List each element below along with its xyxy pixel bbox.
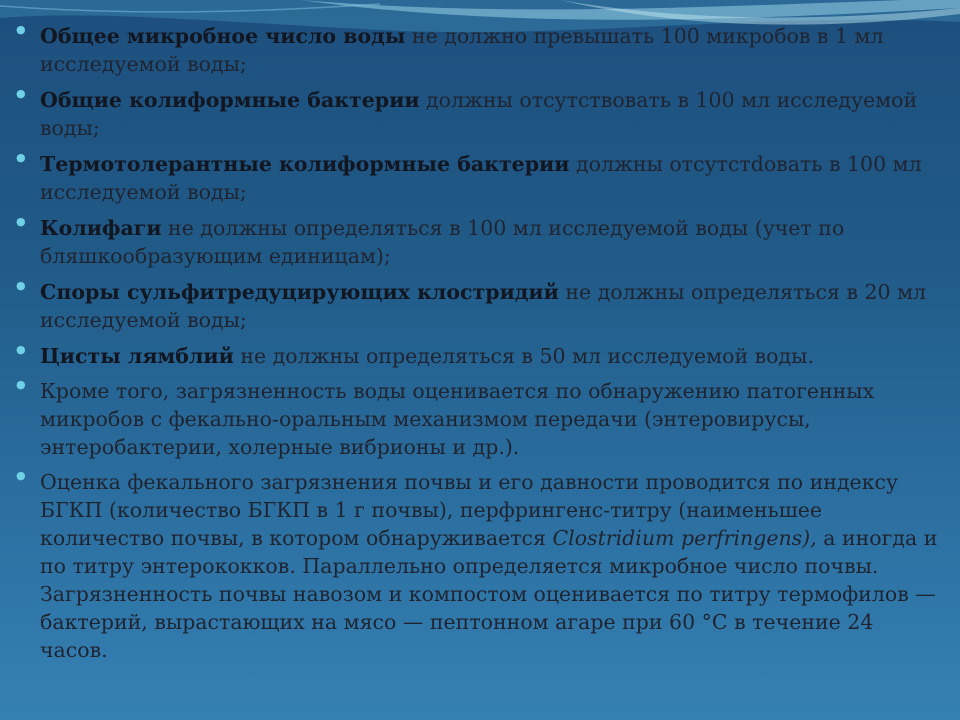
circle-bullet-icon: ● <box>16 469 26 482</box>
list-item <box>16 86 946 142</box>
item-text: не должны определяться в 100 мл исследуемой воды (учет по бляшкообразующим единицам); <box>40 216 845 268</box>
item-text: должны отсутствовать в 100 мл исследуемой воды; <box>40 88 918 140</box>
list-item <box>16 214 946 270</box>
item-text: Кроме того, загрязненность воды оценивается по обнаружению патогенных микробов с фекально-оральным механизмом передачи (энтеровирусы, энтеробактерии, холерные вибрионы и др.). <box>40 379 875 459</box>
item-bold-text: Споры сульфитредуцирующих клостридий <box>40 280 559 304</box>
slide-content <box>16 22 946 672</box>
circle-bullet-icon: ● <box>16 378 26 391</box>
item-italic-text: Clostridium perfringens), <box>552 526 817 550</box>
item-text: не должно превышать 100 микробов в 1 мл исследуемой воды; <box>40 24 884 76</box>
list-item <box>16 22 946 78</box>
list-item <box>16 342 946 370</box>
item-text: а иногда и по титру энтерококков. Параллельно определяется микробное число почвы. Загрязненность почвы навозом и компостом оценивается по титру термофилов — бактерий, вырастающих на мясо — пептонном агаре при 60 °С в течение 24 часов. <box>40 526 938 662</box>
list-item <box>16 278 946 334</box>
item-text: Оценка фекального загрязнения почвы и его давности проводится по индексу БГКП (количество БГКП в 1 г почвы), перфрингенс-титру (наименьшее количество почвы, в котором обнаруживается <box>40 470 899 550</box>
circle-bullet-icon: ● <box>16 87 26 100</box>
item-bold-text: Общее микробное число воды <box>40 24 406 48</box>
item-bold-text: Колифаги <box>40 216 162 240</box>
circle-bullet-icon: ● <box>16 343 26 356</box>
item-text: не должны определяться в 50 мл исследуемой воды. <box>233 344 814 368</box>
circle-bullet-icon: ● <box>16 23 26 36</box>
circle-bullet-icon: ● <box>16 151 26 164</box>
list-item <box>16 377 946 461</box>
item-bold-text: Цисты лямблий <box>40 344 234 368</box>
item-bold-text: Термотолерантные колиформные бактерии <box>40 152 570 176</box>
item-text: должны отсутстdовать в 100 мл исследуемой воды; <box>40 152 922 204</box>
item-bold-text: Общие колиформные бактерии <box>40 88 420 112</box>
circle-bullet-icon: ● <box>16 279 26 292</box>
list-item <box>16 150 946 206</box>
circle-bullet-icon: ● <box>16 215 26 228</box>
list-item <box>16 468 946 664</box>
item-text: не должны определяться в 20 мл исследуемой воды; <box>40 280 927 332</box>
bullet-list <box>16 22 946 664</box>
